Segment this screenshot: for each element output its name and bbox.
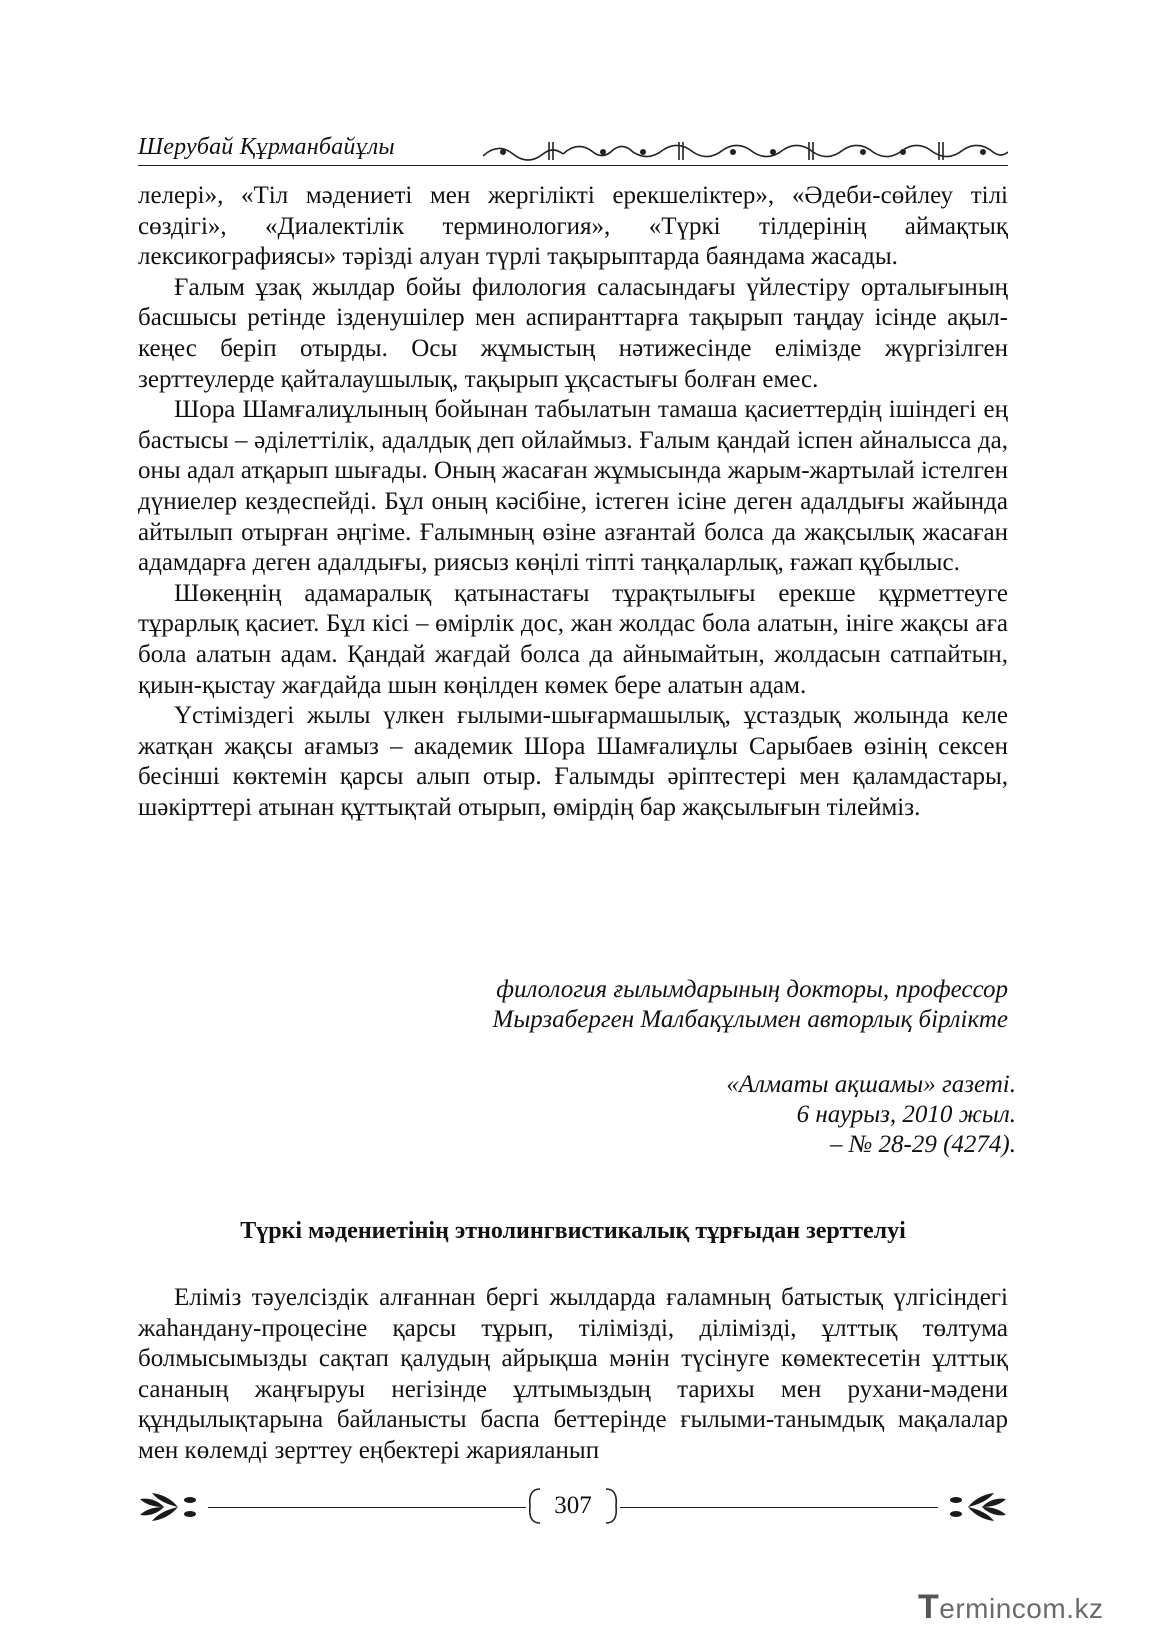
paragraph-5: Үстіміздегі жылы үлкен ғылыми-шығармашылық, ұстаздық жолында келе жатқан жақсы ағамыз – академик Шора Шамғалиұлы Сарыбаев өзінің сексен бесінші көктемін қарсы алып отыр. Ғалымды әріптестері мен қаламдастары, шәкірттері атынан құттықтай отырып, өмірдің бар жақсылығын тілейміз. <box>138 702 1008 821</box>
source-line-2: 6 наурыз, 2010 жыл. <box>796 1101 1016 1128</box>
page-number-text: 307 <box>554 1492 592 1519</box>
page-number <box>526 1487 620 1525</box>
author-signature <box>493 975 1009 1035</box>
page-footer <box>138 1485 1008 1529</box>
article-body <box>138 181 1008 823</box>
header-divider <box>138 165 1008 166</box>
section-heading: Түркі мәдениетінің этнолингвистикалық тұрғыдан зерттелуі <box>240 1218 906 1244</box>
leaf-ornament-right-icon <box>936 1489 1008 1525</box>
watermark-logo <box>918 1588 1148 1624</box>
paragraph-1: лелері», «Тіл мәдениеті мен жергілікті ерекшеліктер», «Әдеби-сөйлеу тілі сөздігі», «Диалектілік терминология», «Түркі тілдерінің аймақтық лексикографиясы» тәрізді алуан түрлі тақырыптарда баяндама жасады. <box>138 182 1008 271</box>
leaf-ornament-left-icon <box>138 1489 210 1525</box>
footer-divider-left <box>208 1507 526 1508</box>
running-header <box>138 130 1008 170</box>
paragraph-2: Ғалым ұзақ жылдар бойы филология саласындағы үйлестіру орталығының басшысы ретінде ізденушілер мен аспиранттарға тақырып таңдау ісінде ақыл-кеңес беріп отырды. Осы жұмыстың нәтижесінде елімізде жүргізілген зерттеулерде қайталаушылық, тақырып ұқсастығы болған емес. <box>138 273 1008 393</box>
signature-line-2: Мырзаберген Малбақұлымен авторлық бірлікте <box>492 1006 1008 1033</box>
footer-divider-right <box>620 1507 938 1508</box>
paragraph-4: Шөкеңнің адамаралық қатынастағы тұрақтылығы ерекше құрметтеуге тұрарлық қасиет. Бұл кісі – өмірлік дос, жан жолдас бола алатын, інiге жақсы аға бола алатын адам. Қандай жағдай болса да айнымайтын, жолдасын сатпайтын, қиын-қыстау жағдайда шын көңілден көмек бере алатын адам. <box>138 579 1008 699</box>
header-ornament-icon <box>483 136 1008 164</box>
paragraph-3: Шора Шамғалиұлының бойынан табылатын тамаша қасиеттердің ішіндегі ең бастысы – әділеттілік, адалдық деп ойлаймыз. Ғалым қандай іспен айналысса да, оны адал атқарып шығады. Оның жасаған жұмысында жарым-жартылай істелген дүниелер кездеспейді. Бұл оның кәсібіне, істеген ісіне деген адалдығы жайында айтылып отырған әңгіме. Ғалымның өзіне азғантай болса да жақсылық жасаған адамдарға деген адалдығы, риясыз көңілі тіпті таңқаларлық, ғажап құбылыс. <box>138 396 1008 577</box>
source-line-1: «Алматы ақшамы» газеті. <box>726 1071 1016 1098</box>
source-citation <box>726 1070 1016 1160</box>
signature-line-1: филология ғылымдарының докторы, профессор <box>496 976 1008 1003</box>
watermark-initial: T <box>918 1588 940 1626</box>
section-paragraph-1: Еліміз тәуелсіздік алғаннан бергі жылдарда ғаламның батыстық үлгісіндегі жаһандану-процесіне қарсы тұрып, тілімізді, ділімізді, ұлттық төлтума болмысымызды сақтап қалудың айрықша мәнін түсінуге көмектесетін ұлттық сананың жаңғыруы негізінде ұлтымыздың тарихы мен рухани-мәдени құндылықтарына байланысты баспа беттерінде ғылыми-танымдық мақалалар мен көлемді зерттеу еңбектері жарияланып <box>138 1284 1008 1464</box>
section-body <box>138 1283 1008 1467</box>
source-line-3: – № 28-29 (4274). <box>829 1131 1016 1158</box>
header-author: Шерубай Құрманбайұлы <box>138 134 395 160</box>
watermark-text: ermincom.kz <box>939 1593 1104 1624</box>
